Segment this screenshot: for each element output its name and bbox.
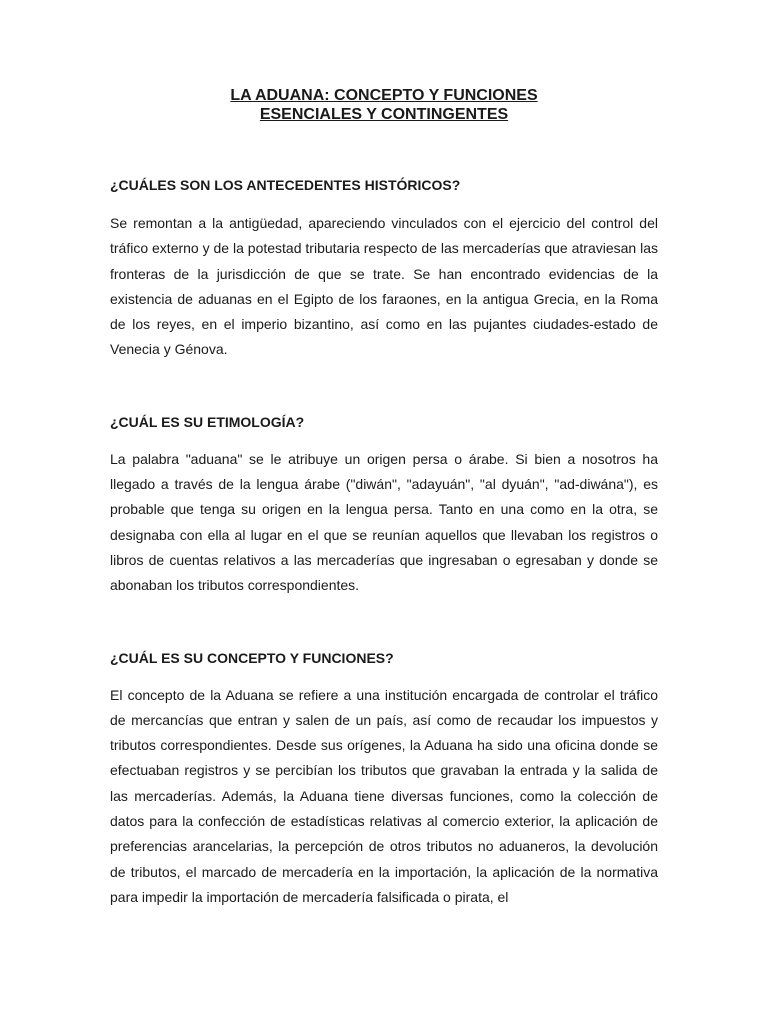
section-heading-concepto: ¿CUÁL ES SU CONCEPTO Y FUNCIONES? xyxy=(110,649,394,666)
section-heading-antecedentes: ¿CUÁLES SON LOS ANTECEDENTES HISTÓRICOS? xyxy=(110,177,461,193)
document-title xyxy=(110,86,658,124)
section-paragraph-etimologia: La palabra "aduana" se le atribuye un origen persa o árabe. Si bien a nosotros ha llegado a través de la lengua árabe ("diwán", "adayuán", "al dyuán", "ad-diwána"), es probable que tenga su origen en la lengua persa. Tanto en una como en la otra, se designaba con ella al lugar en el que se reunían aquellos que llevaban los registros o libros de cuentas relativos a las mercaderías que ingresaban o egresaban y donde se abonaban los tributos correspondientes. xyxy=(110,450,658,594)
section-paragraph-concepto: El concepto de la Aduana se refiere a una institución encargada de controlar el tráfico de mercancías que entran y salen de un país, así como de recaudar los impuestos y tributos correspondientes. Desde sus orígenes, la Aduana ha sido una oficina donde se efectuaban registros y se percibían los tributos que gravaban la entrada y la salida de las mercaderías. Además, la Aduana tiene diversas funciones, como la colección de datos para la confección de estadísticas relativas al comercio exterior, la aplicación de preferencias arancelarias, la percepción de otros tributos no aduaneros, la devolución de tributos, el marcado de mercadería en la importación, la aplicación de la normativa para impedir la importación de mercadería falsificada o pirata, el xyxy=(110,686,658,905)
document-page xyxy=(110,86,658,910)
section-heading-etimologia: ¿CUÁL ES SU ETIMOLOGÍA? xyxy=(110,413,305,430)
section-paragraph-antecedentes: Se remontan a la antigüedad, apareciendo vinculados con el ejercicio del control del tráfico externo y de la potestad tributaria respecto de las mercaderías que atraviesan las fronteras de la jurisdicción de que se trate. Se han encontrado evidencias de la existencia de aduanas en el Egipto de los faraones, en la antigua Grecia, en la Roma de los reyes, en el imperio bizantino, así como en las pujantes ciudades-estado de Venecia y Génova. xyxy=(110,215,658,358)
title-line-1: LA ADUANA: CONCEPTO Y FUNCIONES xyxy=(230,87,538,104)
title-line-2: ESENCIALES Y CONTINGENTES xyxy=(259,106,509,123)
